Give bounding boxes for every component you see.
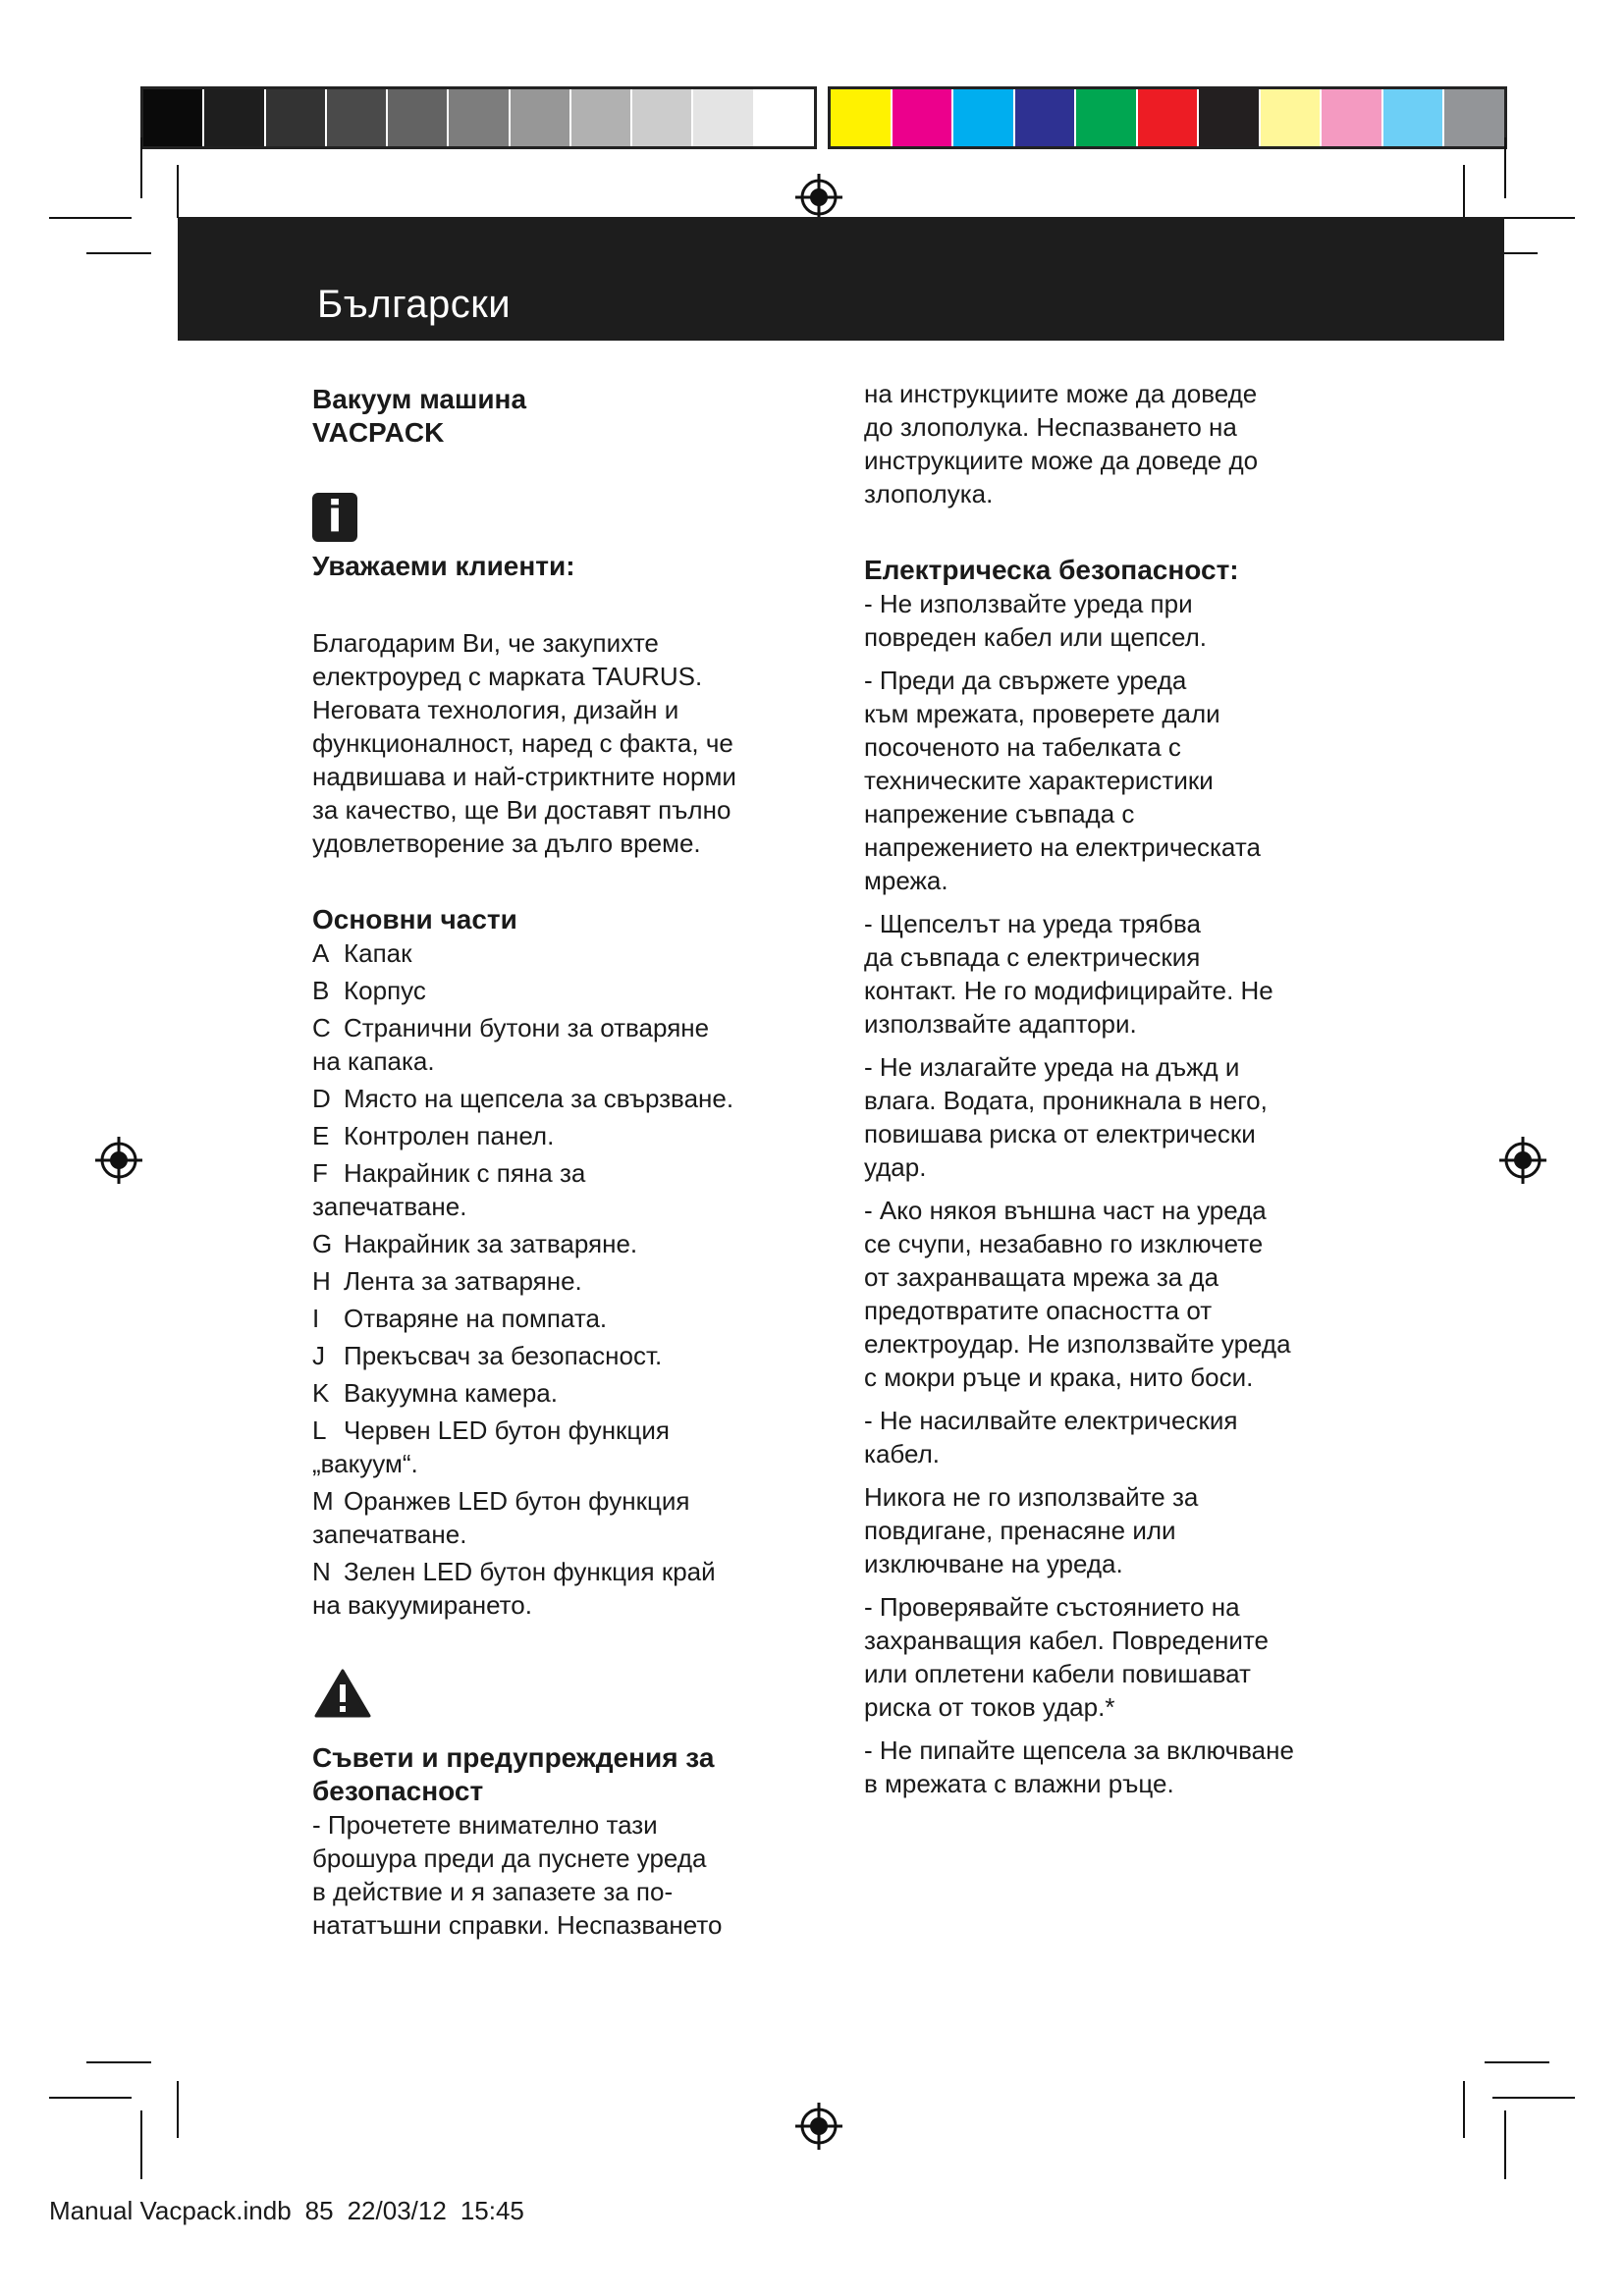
gray-swatch — [143, 89, 204, 146]
safety-item-line: повдигане, пренасяне или — [864, 1516, 1176, 1545]
color-swatch — [1076, 89, 1138, 146]
part-label: Зелен LED бутон функция край — [344, 1557, 716, 1586]
safety-item-line: електроудар. Не използвайте уреда — [864, 1329, 1291, 1359]
safety-item-line: захранващия кабел. Повредените — [864, 1626, 1269, 1655]
crop-mark — [177, 2081, 179, 2138]
registration-mark-icon — [793, 2101, 844, 2152]
part-code: M — [312, 1486, 334, 1516]
part-code: J — [312, 1341, 325, 1370]
gray-swatch — [266, 89, 327, 146]
part-item — [312, 1011, 803, 1078]
safety-item-line: напрежението на електрическата — [864, 832, 1261, 862]
safety-item — [864, 587, 1345, 654]
gray-swatch — [755, 89, 814, 146]
gray-swatch — [511, 89, 571, 146]
safety-intro-line: - Прочетете внимателно тази — [312, 1810, 658, 1840]
safety-item-line: - Проверявайте състоянието на — [864, 1592, 1240, 1622]
safety-item — [864, 1480, 1345, 1580]
color-swatch — [1383, 89, 1445, 146]
part-code: H — [312, 1266, 331, 1296]
part-label: на капака. — [312, 1046, 435, 1076]
color-swatch — [1261, 89, 1323, 146]
part-item — [312, 1414, 803, 1480]
crop-mark — [49, 2097, 132, 2099]
safety-item — [864, 1404, 1345, 1470]
safety-item-line: повреден кабел или щепсел. — [864, 622, 1207, 652]
part-label: Накрайник за затваряне. — [344, 1229, 638, 1258]
part-label: Вакуумна камера. — [344, 1378, 558, 1408]
slug-filename: Manual Vacpack.indb — [49, 2196, 292, 2225]
intro-line: надвишава и най-стриктните норми — [312, 762, 736, 791]
part-code: A — [312, 938, 330, 968]
part-label: Накрайник с пяна за — [344, 1158, 586, 1188]
safety-intro-line: в действие и я запазете за по- — [312, 1877, 674, 1906]
safety-heading: Съвети и предупреждения за — [312, 1742, 715, 1773]
part-code: I — [312, 1304, 320, 1333]
safety-item-line: - Ако някоя външна част на уреда — [864, 1196, 1267, 1225]
continuation-line: злополука. — [864, 479, 994, 508]
registration-mark-icon — [1497, 1135, 1548, 1186]
gray-swatch — [693, 89, 754, 146]
gray-swatch — [449, 89, 510, 146]
part-code: F — [312, 1158, 328, 1188]
registration-mark-icon — [793, 172, 844, 223]
part-label: Лента за затваряне. — [344, 1266, 582, 1296]
intro-line: функционалност, наред с факта, че — [312, 728, 733, 758]
color-swatch — [831, 89, 893, 146]
safety-item-line: - Не използвайте уреда при — [864, 589, 1193, 618]
registration-mark-icon — [93, 1135, 144, 1186]
part-code: E — [312, 1121, 330, 1150]
intro-line: електроуред с марката TAURUS. — [312, 662, 703, 691]
color-swatch — [1138, 89, 1200, 146]
part-code: N — [312, 1557, 331, 1586]
continuation-line: на инструкциите може да доведе — [864, 379, 1258, 408]
slug-time: 15:45 — [460, 2196, 524, 2225]
part-item — [312, 1156, 803, 1223]
part-label: Място на щепсела за свързване. — [344, 1084, 734, 1113]
safety-item — [864, 1050, 1345, 1184]
crop-mark — [140, 137, 142, 198]
part-item — [312, 1339, 803, 1372]
safety-item-line: повишава риска от електрически — [864, 1119, 1256, 1148]
color-swatch — [1015, 89, 1077, 146]
safety-item-line: - Не насилвайте електрическия — [864, 1406, 1238, 1435]
safety-heading-line2: безопасност — [312, 1776, 484, 1806]
safety-item-line: с мокри ръце и крака, нито боси. — [864, 1362, 1254, 1392]
gray-swatch — [388, 89, 449, 146]
part-item — [312, 1302, 803, 1335]
safety-item-line: техническите характеристики — [864, 766, 1214, 795]
gray-swatch — [327, 89, 388, 146]
color-swatch — [893, 89, 954, 146]
part-label: Капак — [344, 938, 412, 968]
safety-item-line: - Не пипайте щепсела за включване — [864, 1735, 1294, 1765]
safety-item-line: използвайте адаптори. — [864, 1009, 1137, 1039]
safety-intro-line: нататъшни справки. Неспазването — [312, 1910, 723, 1940]
intro-line: удовлетворение за дълго време. — [312, 828, 701, 858]
right-column — [864, 377, 1345, 1810]
safety-item-line: напрежение съвпада с — [864, 799, 1135, 828]
continuation-line: инструкциите може да доведе до — [864, 446, 1259, 475]
part-code: D — [312, 1084, 331, 1113]
safety-item — [864, 664, 1345, 897]
part-label: Корпус — [344, 976, 426, 1005]
safety-item-line: от захранващата мрежа за да — [864, 1262, 1219, 1292]
color-swatch — [953, 89, 1015, 146]
intro-line: Неговата технология, дизайн и — [312, 695, 679, 724]
safety-item-line: изключване на уреда. — [864, 1549, 1123, 1578]
part-code: G — [312, 1229, 333, 1258]
part-item — [312, 936, 803, 970]
safety-item-line: посоченото на табелката с — [864, 732, 1181, 762]
continuation-line: до злополука. Неспазването на — [864, 412, 1237, 442]
safety-item-line: се счупи, незабавно го изключете — [864, 1229, 1264, 1258]
crop-mark — [1492, 2097, 1575, 2099]
part-label: „вакуум“. — [312, 1449, 418, 1478]
parts-heading: Основни части — [312, 904, 517, 934]
safety-item-line: удар. — [864, 1152, 927, 1182]
part-item — [312, 1555, 803, 1622]
part-item — [312, 1227, 803, 1260]
safety-item — [864, 1194, 1345, 1394]
product-model: VACPACK — [312, 417, 445, 448]
safety-item — [864, 907, 1345, 1041]
product-title: Вакуум машина — [312, 384, 527, 414]
part-code: C — [312, 1013, 331, 1042]
grayscale-color-bar — [140, 86, 817, 149]
safety-item-line: или оплетени кабели повишават — [864, 1659, 1251, 1688]
warning-icon — [314, 1669, 371, 1718]
parts-list — [312, 936, 803, 1622]
part-label: Прекъсвач за безопасност. — [344, 1341, 663, 1370]
crop-mark — [1504, 2110, 1506, 2179]
language-header-band — [178, 217, 1504, 341]
electrical-safety-list — [864, 587, 1345, 1800]
crop-mark — [86, 252, 151, 254]
gray-swatch — [632, 89, 693, 146]
crop-mark — [1485, 2061, 1549, 2063]
cmyk-color-bar — [828, 86, 1507, 149]
safety-item-line: кабел. — [864, 1439, 940, 1468]
part-label: запечатване. — [312, 1192, 467, 1221]
part-label: Странични бутони за отваряне — [344, 1013, 710, 1042]
intro-line: Благодарим Ви, че закупихте — [312, 628, 659, 658]
slug-page-number: 85 — [304, 2196, 334, 2225]
slug-date: 22/03/12 — [347, 2196, 447, 2225]
part-label: на вакуумирането. — [312, 1590, 532, 1620]
part-item — [312, 1376, 803, 1410]
part-item — [312, 1119, 803, 1152]
left-column — [312, 383, 803, 1942]
info-icon: i — [312, 493, 357, 542]
safety-item-line: към мрежата, проверете дали — [864, 699, 1220, 728]
safety-item-line: - Щепселът на уреда трябва — [864, 909, 1201, 938]
safety-item-line: мрежа. — [864, 866, 948, 895]
part-label: Червен LED бутон функция — [344, 1415, 670, 1445]
safety-item-line: - Преди да свържете уреда — [864, 666, 1187, 695]
safety-item-line: влага. Водата, проникнала в него, — [864, 1086, 1268, 1115]
color-swatch — [1322, 89, 1383, 146]
continuation-text — [864, 377, 1345, 510]
part-label: Отваряне на помпата. — [344, 1304, 608, 1333]
part-code: B — [312, 976, 330, 1005]
intro-line: за качество, ще Ви доставят пълно — [312, 795, 731, 825]
safety-item-line: контакт. Не го модифицирайте. Не — [864, 976, 1273, 1005]
electrical-safety-heading: Електрическа безопасност: — [864, 555, 1239, 585]
safety-item-line: Никога не го използвайте за — [864, 1482, 1199, 1512]
safety-intro — [312, 1808, 803, 1942]
crop-mark — [86, 2061, 151, 2063]
safety-item — [864, 1734, 1345, 1800]
intro-paragraph — [312, 626, 803, 860]
safety-item-line: да съвпада с електрическия — [864, 942, 1201, 972]
part-label: запечатване. — [312, 1520, 467, 1549]
part-label: Оранжев LED бутон функция — [344, 1486, 690, 1516]
part-label: Контролен панел. — [344, 1121, 555, 1150]
language-title: Български — [317, 283, 512, 326]
part-item — [312, 1082, 803, 1115]
safety-item-line: - Не излагайте уреда на дъжд и — [864, 1052, 1240, 1082]
safety-item — [864, 1590, 1345, 1724]
gray-swatch — [204, 89, 265, 146]
safety-item-line: в мрежата с влажни ръце. — [864, 1769, 1174, 1798]
part-code: L — [312, 1415, 327, 1445]
color-swatch — [1199, 89, 1261, 146]
crop-mark — [1492, 217, 1575, 219]
part-item — [312, 974, 803, 1007]
print-slug-line — [49, 2196, 538, 2226]
greeting-heading: Уважаеми клиенти: — [312, 551, 575, 581]
safety-item-line: риска от токов удар.* — [864, 1692, 1115, 1722]
safety-intro-line: брошура преди да пуснете уреда — [312, 1843, 707, 1873]
crop-mark — [140, 2110, 142, 2179]
safety-item-line: предотвратите опасността от — [864, 1296, 1213, 1325]
crop-mark — [49, 217, 132, 219]
crop-mark — [1463, 2081, 1465, 2138]
part-item — [312, 1484, 803, 1551]
part-code: K — [312, 1378, 330, 1408]
color-swatch — [1444, 89, 1504, 146]
crop-mark — [177, 165, 179, 218]
gray-swatch — [571, 89, 632, 146]
crop-mark — [1504, 137, 1506, 198]
part-item — [312, 1264, 803, 1298]
